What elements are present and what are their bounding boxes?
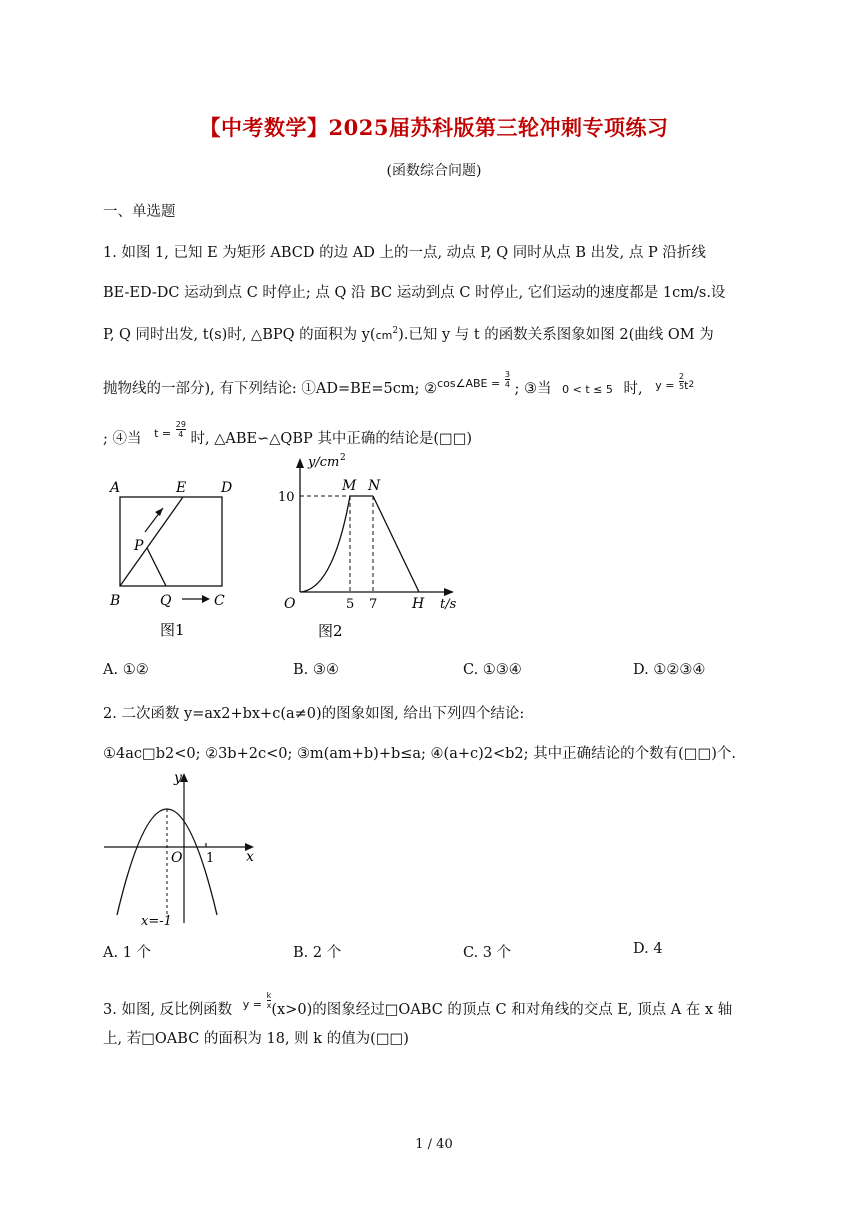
t-expression: t = bbox=[154, 427, 172, 440]
y-axis-arrow bbox=[296, 458, 304, 468]
q2-option-a: A. 1 个 bbox=[103, 945, 152, 961]
arrow-p-head bbox=[155, 508, 163, 516]
t-range: 0 < t ≤ 5 bbox=[562, 383, 613, 396]
segment-nh bbox=[373, 496, 419, 592]
q1-line-5-end: 时, △ABE∽△QBP 其中正确的结论是(□□) bbox=[190, 431, 473, 447]
label-y: y bbox=[174, 770, 182, 786]
q1-line-5-start: ; ④当 bbox=[103, 431, 142, 447]
q3-k-numerator: k bbox=[266, 991, 272, 1000]
q1-line-4-mid: ; ③当 bbox=[514, 381, 552, 397]
q2-option-c: C. 3 个 bbox=[463, 945, 512, 961]
t-numerator: 29 bbox=[175, 420, 186, 429]
page-title: 【中考数学】2025届苏科版第三轮冲刺专项练习 bbox=[199, 115, 669, 140]
q3-line-1-end: (x>0)的图象经过□OABC 的顶点 C 和对角线的交点 E, 顶点 A 在 x 轴 bbox=[271, 1002, 733, 1018]
q1-line-3-start: P, Q 同时出发, t(s)时, △BPQ 的面积为 y( bbox=[103, 327, 376, 343]
q1-line-3-end: ).已知 y 与 t 的函数关系图象如图 2(曲线 OM 为 bbox=[398, 327, 714, 343]
q3-x-denominator: x bbox=[266, 1001, 272, 1010]
label-c: C bbox=[214, 593, 225, 609]
label-m: M bbox=[342, 478, 357, 494]
y-expression: y = bbox=[655, 379, 675, 392]
segment-pq bbox=[147, 548, 166, 586]
t-axis-arrow bbox=[444, 588, 454, 596]
cos-expression: cos∠ABE = bbox=[437, 377, 501, 390]
q2-line-1: 2. 二次函数 y=ax2+bx+c(a≠0)的图象如图, 给出下列四个结论: bbox=[103, 706, 525, 722]
q1-option-b: B. ③④ bbox=[293, 662, 339, 678]
figure-2-caption: 图2 bbox=[318, 622, 343, 640]
section-heading: 一、单选题 bbox=[103, 204, 176, 220]
t-denominator: 4 bbox=[178, 430, 184, 439]
label-x: x bbox=[246, 849, 254, 865]
label-one: 1 bbox=[206, 851, 215, 866]
q1-option-d: D. ①②③④ bbox=[633, 662, 706, 678]
q1-line-3 bbox=[103, 323, 714, 344]
label-a: A bbox=[110, 480, 121, 496]
arrow-q-head bbox=[202, 595, 210, 603]
y-denominator: 5 bbox=[679, 382, 685, 391]
cos-fraction bbox=[505, 370, 510, 389]
label-e: E bbox=[176, 480, 187, 496]
q1-line-5 bbox=[103, 420, 472, 448]
q1-option-a: A. ①② bbox=[103, 662, 149, 678]
label-h: H bbox=[412, 596, 425, 612]
y-exponent: 2 bbox=[688, 380, 695, 391]
cos-denominator: 4 bbox=[504, 380, 510, 389]
unit-cm: cm bbox=[375, 329, 393, 342]
label-origin: O bbox=[171, 850, 183, 866]
q2-option-d: D. 4 bbox=[633, 941, 663, 957]
label-n: N bbox=[368, 478, 381, 494]
figure-1-rectangle bbox=[100, 470, 250, 650]
tick-x-5: 5 bbox=[346, 597, 355, 612]
y-numerator: 2 bbox=[679, 372, 685, 381]
cos-numerator: 3 bbox=[504, 370, 510, 379]
label-q: Q bbox=[160, 593, 172, 609]
label-p: P bbox=[134, 538, 144, 554]
q3-line-2: 上, 若□OABC 的面积为 18, 则 k 的值为(□□) bbox=[103, 1031, 409, 1047]
q3-line-1-start: 3. 如图, 反比例函数 bbox=[103, 1002, 233, 1018]
q1-line-4-start: 抛物线的一部分), 有下列结论: ①AD=BE=5cm; ② bbox=[103, 381, 438, 397]
tick-x-7: 7 bbox=[369, 597, 378, 612]
y-axis-label: y/cm bbox=[308, 455, 340, 470]
page-subtitle: (函数综合问题) bbox=[386, 163, 482, 179]
tick-y-10: 10 bbox=[278, 490, 295, 505]
label-b: B bbox=[110, 593, 121, 609]
t-axis-label: t/s bbox=[440, 597, 457, 612]
y-axis-label-exp: 2 bbox=[340, 453, 346, 463]
y-variable: t bbox=[684, 379, 689, 392]
label-origin: O bbox=[284, 596, 296, 612]
segment-be bbox=[120, 497, 183, 586]
figure-1-caption: 图1 bbox=[160, 621, 185, 639]
q2-option-b: B. 2 个 bbox=[293, 945, 342, 961]
q1-option-c: C. ①③④ bbox=[463, 662, 522, 678]
q3-y-expression: y = bbox=[242, 998, 263, 1011]
label-d: D bbox=[221, 480, 233, 496]
q1-line-4-time: 时, bbox=[623, 381, 643, 397]
parabola-om bbox=[300, 496, 350, 592]
q1-line-4 bbox=[103, 370, 694, 398]
unit-exponent: 2 bbox=[392, 326, 399, 337]
q1-line-1: 1. 如图 1, 已知 E 为矩形 ABCD 的边 AD 上的一点, 动点 P, Q 同时从点 B 出发, 点 P 沿折线 bbox=[103, 245, 706, 261]
t-fraction bbox=[176, 420, 186, 439]
q3-line-1 bbox=[103, 991, 732, 1019]
q2-line-2: ①4ac□b2<0; ②3b+2c<0; ③m(am+b)+b≤a; ④(a+c)2<b2; 其中正确结论的个数有(□□)个. bbox=[103, 746, 736, 762]
figure-2-graph bbox=[278, 450, 468, 650]
label-symmetry-axis: x=-1 bbox=[141, 914, 172, 929]
q1-line-2: BE-ED-DC 运动到点 C 时停止; 点 Q 沿 BC 运动到点 C 时停止, 它们运动的速度都是 1cm/s.设 bbox=[103, 285, 726, 301]
figure-quadratic-graph bbox=[100, 765, 270, 930]
page-number: 1 / 40 bbox=[415, 1137, 453, 1152]
